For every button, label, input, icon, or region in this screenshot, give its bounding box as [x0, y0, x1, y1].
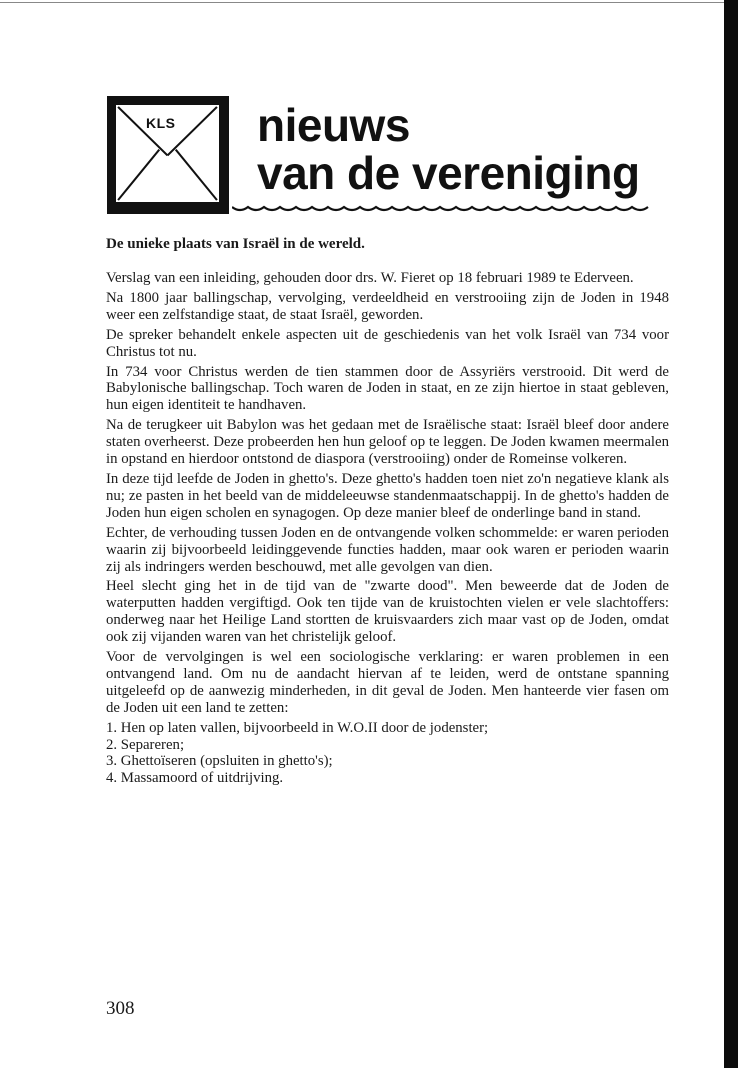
paragraph: In 734 voor Christus werden de tien stammen door de Assyriërs verstrooid. Dit werd de Babylonische ballingschap. Toch waren de Joden in staat, en ze zijn hiertoe in staat gebleven, hun eigen identiteit te handhaven. — [106, 363, 669, 414]
heading-line-1: nieuws — [257, 99, 410, 151]
article-body — [106, 270, 669, 787]
envelope-icon — [116, 105, 219, 202]
list-item: 2. Separeren; — [106, 736, 185, 753]
envelope-logo — [107, 96, 229, 214]
paragraph: In deze tijd leefde de Joden in ghetto's. Deze ghetto's hadden toen niet zo'n negatieve klank als nu; ze pasten in het beeld van de middeleeuwse standenmaatschappij. In de ghetto's hadden de Joden hun eigen scholen en synagogen. Op deze manier bleef de onderlinge band in stand. — [106, 470, 669, 521]
paragraph: Voor de vervolgingen is wel een sociologische verklaring: er waren problemen in een ontvangend land. Om nu de aandacht hiervan af te leiden, werd de ontstane spanning uitgeleefd op de aanwezig minderheden, in dit geval de Joden. Men hanteerde vier fasen om de Joden uit een land te zetten: — [106, 649, 669, 716]
list-item: 1. Hen op laten vallen, bijvoorbeeld in W.O.II door de jodenster; — [106, 719, 489, 736]
paragraph: Heel slecht ging het in de tijd van de "zwarte dood". Men beweerde dat de Joden de waterputten hadden vergiftigd. Ook ten tijde van de kruistochten vielen er vele slachtoffers: onderweg naar het Heilige Land stortten de kruisvaarders zich maar vast op de Joden, omdat ook zij vijanden waren van het christelijk geloof. — [106, 578, 669, 646]
paragraph: Na 1800 jaar ballingschap, vervolging, verdeeldheid en verstrooiing zijn de Joden in 1948 weer een zelfstandige staat, de staat Israël, geworden. — [106, 289, 669, 323]
list-item: 4. Massamoord of uitdrijving. — [106, 770, 284, 787]
heading-line-2: van de vereniging — [257, 147, 640, 199]
list-item: 3. Ghettoïseren (opsluiten in ghetto's); — [106, 753, 333, 770]
page-edge-bar — [724, 0, 738, 1068]
paragraph: De spreker behandelt enkele aspecten uit de geschiedenis van het volk Israël van 734 voor Christus tot nu. — [106, 326, 669, 360]
article-title: De unieke plaats van Israël in de wereld. — [106, 236, 365, 252]
logo-text: KLS — [146, 115, 176, 131]
page-number: 308 — [106, 998, 135, 1019]
wavy-underline — [232, 203, 656, 215]
top-rule — [0, 2, 724, 3]
paragraph: Na de terugkeer uit Babylon was het gedaan met de Israëlische staat: Israël bleef door andere staten overheerst. Deze probeerden hen hun geloof op te leggen. De Joden kwamen meermalen in opstand en hierdoor ontstond de diaspora (verstrooiing) onder de Romeinse volkeren. — [106, 417, 669, 468]
paragraph: Echter, de verhouding tussen Joden en de ontvangende volken schommelde: er waren perioden waarin zij bijvoorbeeld leidinggevende functies hadden, maar ook waren er perioden waarin zij als indringers werden beschouwd, met alle gevolgen van dien. — [106, 524, 669, 575]
section-heading — [257, 101, 640, 197]
phase-list — [106, 720, 669, 788]
paragraph: Verslag van een inleiding, gehouden door drs. W. Fieret op 18 februari 1989 te Ederveen. — [106, 270, 634, 286]
